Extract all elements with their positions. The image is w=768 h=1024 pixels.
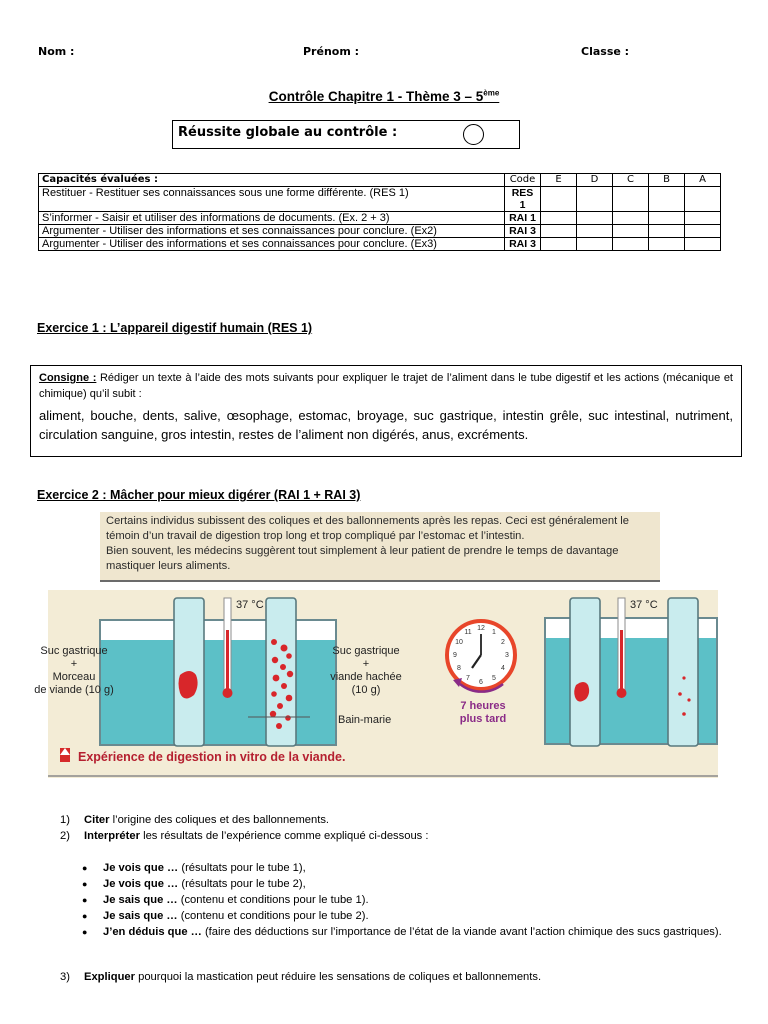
table-header-cell: Code	[505, 174, 541, 187]
question-1	[60, 812, 329, 828]
list-item: ● J’en déduis que … (faire des déductions sur l’importance de l’état de la viande avant l’action chimique des sucs gastriques).	[82, 926, 722, 938]
doc-line: Bien souvent, les médecins suggèrent tout simplement à leur patient de prendre le temps de davantage	[106, 545, 619, 557]
grade-cell[interactable]	[649, 187, 685, 212]
thermometer-bulb-right	[617, 688, 627, 698]
label-left-2: +	[70, 658, 78, 670]
grade-cell[interactable]	[541, 187, 577, 212]
doc-line: témoin d’un travail de digestion trop long et trop compliqué par l’estomac et l’intestin.	[106, 530, 525, 542]
document-text	[100, 512, 660, 582]
capacity-code: RES 1	[505, 187, 541, 212]
clock-label-1: 7 heures	[460, 700, 506, 712]
list-item: ● Je vois que … (résultats pour le tube 1),	[82, 862, 306, 874]
question-verb: Expliquer	[84, 971, 135, 983]
capacity-label: S’informer - Saisir et utiliser des informations de documents. (Ex. 2 + 3)	[39, 212, 505, 225]
table-header-cell: Capacités évaluées :	[39, 174, 505, 187]
experiment-illustration	[34, 590, 718, 778]
question-verb: Citer	[84, 814, 110, 826]
svg-text:2: 2	[501, 639, 505, 646]
question-text: l’origine des coliques et des ballonnements.	[109, 814, 330, 826]
grade-cell[interactable]	[577, 225, 613, 238]
temp-left: 37 °C	[236, 599, 264, 611]
grade-cell[interactable]	[577, 212, 613, 225]
svg-text:4: 4	[501, 665, 505, 672]
doc-line: mastiquer leurs aliments.	[106, 560, 231, 572]
svg-text:5: 5	[492, 675, 496, 682]
consigne-words: aliment, bouche, dents, salive, œsophage, estomac, broyage, suc gastrique, intestin grêle, suc intestinal, nutriment, circulation sanguine, gros intestin, restes de l’aliment non digérés, anus, excréments.	[39, 408, 733, 442]
label-left-4: de viande (10 g)	[34, 684, 114, 696]
svg-text:8: 8	[457, 665, 461, 672]
list-item: ● Je sais que … (contenu et conditions pour le tube 1).	[82, 894, 369, 906]
grade-cell[interactable]	[613, 225, 649, 238]
table-header-cell: D	[577, 174, 613, 187]
temp-right: 37 °C	[630, 599, 658, 611]
label-right-4: (10 g)	[351, 684, 381, 696]
beaker-left-water	[101, 640, 335, 744]
label-left-3: Morceau	[52, 671, 96, 683]
question-2	[60, 828, 429, 844]
doc-line: Certains individus subissent des coliques et des ballonnements après les repas. Ceci est généralement le	[106, 515, 629, 527]
grade-cell[interactable]	[613, 187, 649, 212]
bullet-text: (contenu et conditions pour le tube 2).	[177, 910, 369, 922]
grade-cell[interactable]	[613, 238, 649, 251]
table-header-cell: E	[541, 174, 577, 187]
table-row	[39, 212, 721, 225]
bullet-bold: Je sais que …	[103, 910, 178, 922]
label-right-2: +	[362, 658, 370, 670]
grade-cell[interactable]	[541, 225, 577, 238]
prenom-label: Prénom :	[303, 45, 360, 58]
svg-text:10: 10	[455, 639, 463, 646]
bullet-text: (résultats pour le tube 2),	[178, 878, 306, 890]
classe-label: Classe :	[581, 45, 630, 58]
bullet-text: (contenu et conditions pour le tube 1).	[177, 894, 369, 906]
table-header-cell: A	[685, 174, 721, 187]
page-title-sup: ème	[483, 88, 500, 97]
thermometer-bulb-left	[223, 688, 233, 698]
svg-text:1: 1	[492, 629, 496, 636]
page-title	[0, 88, 768, 104]
question-text: les résultats de l’expérience comme expliqué ci-dessous :	[139, 830, 429, 842]
grade-cell[interactable]	[577, 187, 613, 212]
svg-text:7: 7	[466, 675, 470, 682]
capacity-label: Argumenter - Utiliser des informations et ses connaissances pour conclure. (Ex2)	[39, 225, 505, 238]
grade-cell[interactable]	[577, 238, 613, 251]
exercice2-title: Exercice 2 : Mâcher pour mieux digérer (RAI 1 + RAI 3)	[37, 488, 361, 502]
svg-text:6: 6	[479, 679, 483, 686]
question-number: 2)	[60, 830, 70, 842]
list-item: ● Je sais que … (contenu et conditions pour le tube 2).	[82, 910, 369, 922]
capacities-table	[38, 173, 721, 251]
bullet-bold: Je sais que …	[103, 894, 178, 906]
capacity-code: RAI 1	[505, 212, 541, 225]
grade-cell[interactable]	[541, 238, 577, 251]
bullet-bold: Je vois que …	[103, 878, 179, 890]
table-row	[39, 238, 721, 251]
table-header-row	[39, 174, 721, 187]
svg-text:3: 3	[505, 652, 509, 659]
question-number: 3)	[60, 971, 70, 983]
bullet-text: (faire des déductions sur l’importance de l’état de la viande avant l’action chimique des sucs gastriques).	[201, 926, 722, 938]
grade-cell[interactable]	[613, 212, 649, 225]
grade-cell[interactable]	[649, 212, 685, 225]
grade-cell[interactable]	[685, 238, 721, 251]
nom-label: Nom :	[38, 45, 75, 58]
experiment-figure	[34, 590, 718, 778]
grade-cell[interactable]	[685, 225, 721, 238]
consigne-label: Consigne :	[39, 372, 97, 384]
table-row	[39, 187, 721, 212]
bullet-bold: Je vois que …	[103, 862, 179, 874]
svg-text:12: 12	[477, 625, 485, 632]
table-header-cell: C	[613, 174, 649, 187]
clock	[447, 621, 515, 725]
clock-label-2: plus tard	[459, 713, 507, 725]
question-3	[60, 969, 541, 985]
grade-cell[interactable]	[649, 238, 685, 251]
grade-cell[interactable]	[685, 187, 721, 212]
beaker-left	[100, 598, 336, 746]
reussite-label: Réussite globale au contrôle :	[178, 125, 398, 140]
capacity-label: Restituer - Restituer ses connaissances sous une forme différente. (RES 1)	[39, 187, 505, 212]
capacity-code: RAI 3	[505, 225, 541, 238]
consigne-instruction: Rédiger un texte à l’aide des mots suivants pour expliquer le trajet de l’aliment dans le tube digestif et les actions (mécanique et chimique) qu’il subit :	[39, 372, 733, 400]
capacity-code: RAI 3	[505, 238, 541, 251]
table-row	[39, 225, 721, 238]
reussite-circle[interactable]	[463, 124, 484, 145]
label-right-3: viande hachée	[330, 671, 402, 683]
tube-3	[570, 598, 600, 746]
question-verb: Interpréter	[84, 830, 140, 842]
grade-cell[interactable]	[685, 212, 721, 225]
page-title-text: Contrôle Chapitre 1 - Thème 3 – 5	[268, 88, 484, 104]
consigne-text	[39, 370, 733, 402]
tube-4	[668, 598, 698, 746]
svg-text:11: 11	[464, 629, 472, 636]
figure-caption: Expérience de digestion in vitro de la viande.	[78, 750, 346, 764]
bullet-bold: J’en déduis que …	[103, 926, 202, 938]
bullet-text: (résultats pour le tube 1),	[178, 862, 306, 874]
consigne-box	[30, 365, 742, 457]
question-text: pourquoi la mastication peut réduire les sensations de coliques et ballonnements.	[134, 971, 542, 983]
svg-text:9: 9	[453, 652, 457, 659]
bain-marie-label: Bain-marie	[338, 714, 392, 726]
label-left-1: Suc gastrique	[40, 645, 108, 657]
label-right-1: Suc gastrique	[332, 645, 400, 657]
table-header-cell: B	[649, 174, 685, 187]
exercice1-title: Exercice 1 : L’appareil digestif humain (RES 1)	[37, 321, 313, 335]
list-item: ● Je vois que … (résultats pour le tube 2),	[82, 878, 306, 890]
grade-cell[interactable]	[541, 212, 577, 225]
grade-cell[interactable]	[649, 225, 685, 238]
capacity-label: Argumenter - Utiliser des informations et ses connaissances pour conclure. (Ex3)	[39, 238, 505, 251]
reussite-box	[172, 120, 520, 149]
beaker-right	[545, 598, 717, 746]
question-number: 1)	[60, 814, 70, 826]
